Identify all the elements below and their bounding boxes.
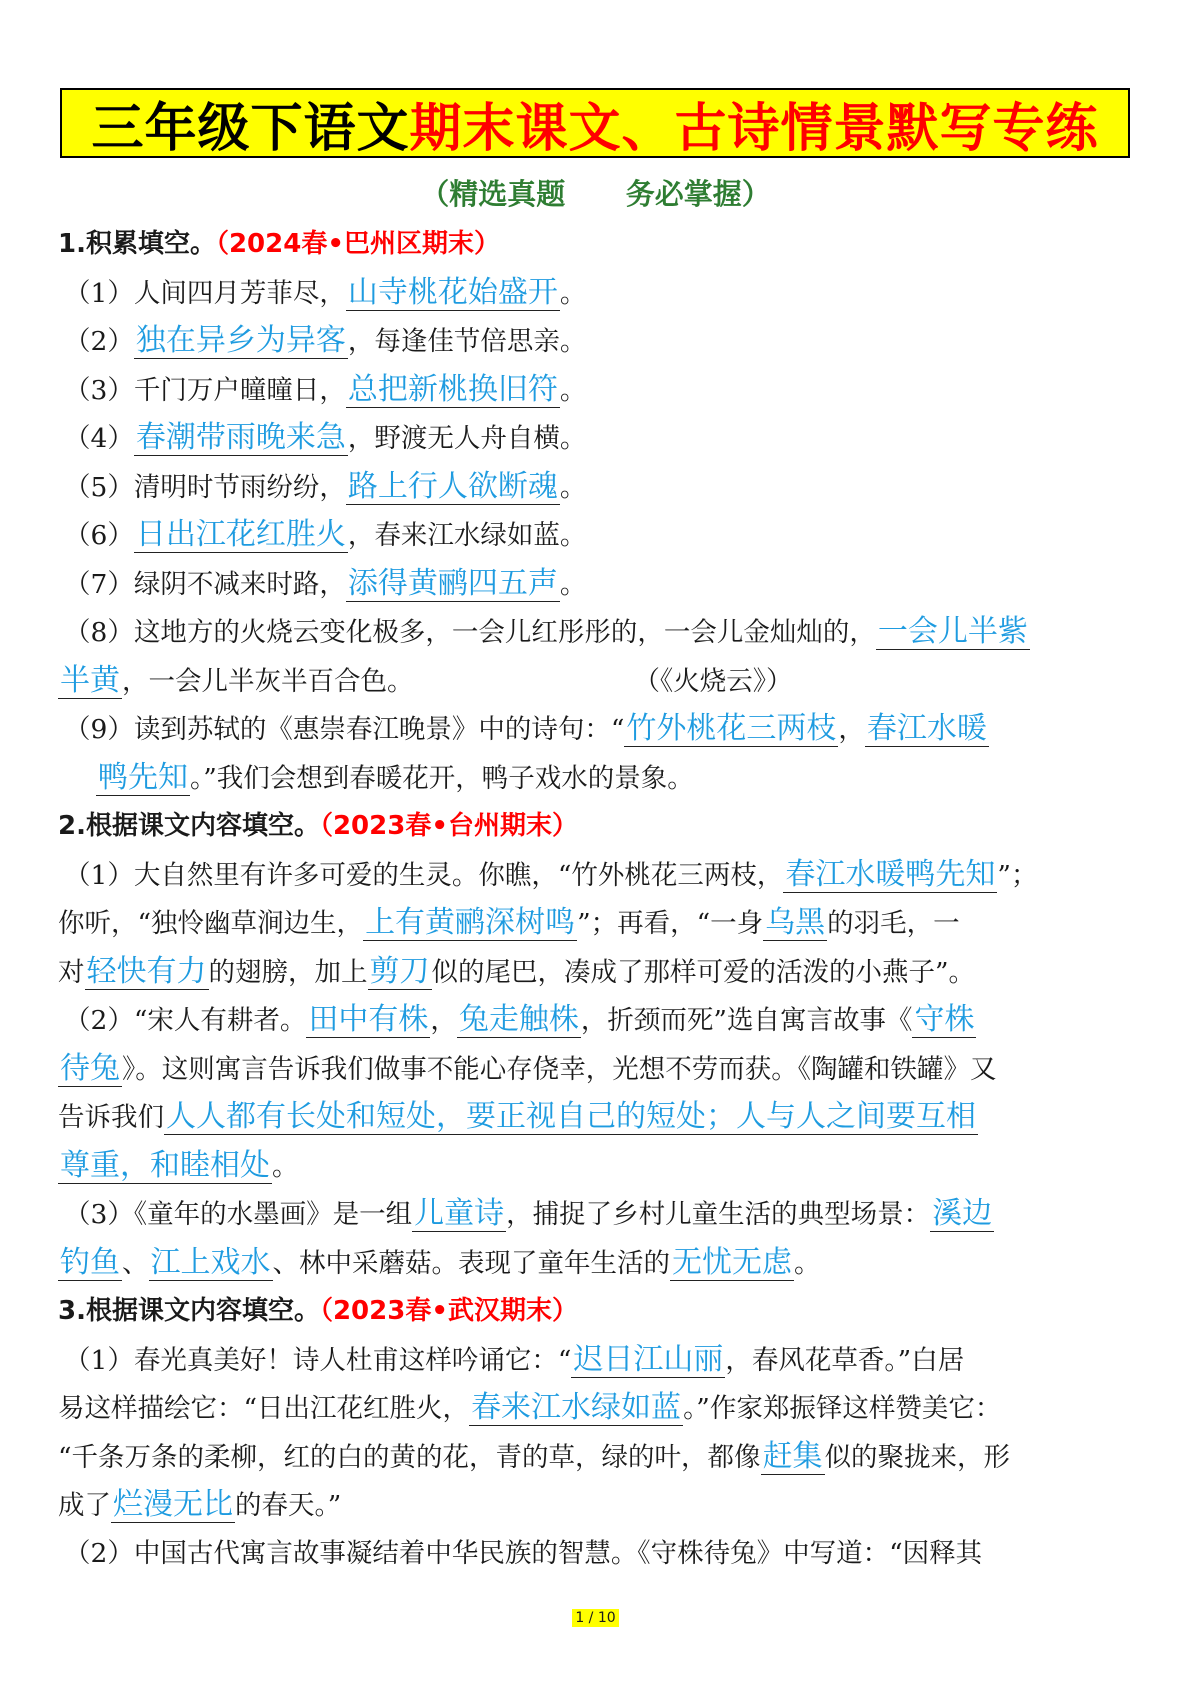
source-tag: （2023春•武汉期末） [319, 1296, 578, 1326]
exercise-line: 鸭先知。”我们会想到春暖花开，鸭子戏水的景象。 [98, 759, 694, 795]
answer-blank: 兔走触株 [458, 1002, 579, 1037]
answer-blank: 赶集 [762, 1438, 823, 1474]
answer-blank: 日出江花红胜火 [135, 517, 346, 552]
exercise-line: 对轻快有力的翅膀，加上剪刀似的尾巴，凑成了那样可爱的活泼的小燕子”。 [58, 953, 976, 989]
title-part-2: 期末课文、古诗情景默写专练 [409, 98, 1099, 159]
answer-blank: 添得黄鹂四五声 [347, 565, 558, 601]
section-heading: 2.根据课文内容填空。（2023春•台州期末） [58, 811, 578, 841]
exercise-line: （1）大自然里有许多可爱的生灵。你瞧，“竹外桃花三两枝，春江水暖鸭先知”； [64, 856, 1038, 892]
exercise-line: “千条万条的柔柳，红的白的黄的花，青的草，绿的叶，都像赶集似的聚拢来，形 [58, 1438, 1011, 1474]
answer-blank: 溪边 [932, 1196, 993, 1231]
answer-blank: 尊重，和睦相处 [60, 1147, 270, 1183]
answer-blank: 乌黑 [765, 905, 826, 940]
page-title [60, 88, 1130, 158]
answer-blank: 总把新桃换旧符 [347, 371, 558, 407]
exercise-line: 告诉我们人人都有长处和短处，要正视自己的短处；人与人之间要互相 [58, 1099, 976, 1134]
answer-blank: 竹外桃花三两枝 [626, 711, 837, 746]
exercise-line: （3）《童年的水墨画》是一组儿童诗，捕捉了乡村儿童生活的典型场景：溪边 [64, 1196, 993, 1231]
exercise-line: （9）读到苏轼的《惠崇春江晚景》中的诗句：“竹外桃花三两枝，春江水暖 [64, 711, 987, 746]
exercise-line: （4）春潮带雨晚来急，野渡无人舟自横。 [64, 420, 587, 455]
exercise-line: （2）中国古代寓言故事凝结着中华民族的智慧。《守株待兔》中写道：“因释其 [64, 1537, 983, 1569]
answer-blank: 烂漫无比 [113, 1487, 233, 1522]
exercise-content [58, 220, 1133, 1578]
answer-blank: 春江水暖鸭先知 [785, 856, 996, 892]
exercise-line: 成了烂漫无比的春天。” [58, 1487, 342, 1522]
exercise-line: （5）清明时节雨纷纷，路上行人欲断魂。 [64, 468, 587, 504]
section-heading: 1.积累填空。（2024春•巴州区期末） [58, 229, 500, 259]
exercise-line: 钓鱼、江上戏水、林中采蘑菇。表现了童年生活的无忧无虑。 [60, 1244, 821, 1280]
answer-blank: 迟日江山丽 [573, 1341, 724, 1377]
source-tag: （2024春•巴州区期末） [215, 229, 500, 259]
exercise-line: 尊重，和睦相处。 [60, 1147, 299, 1183]
exercise-line: （2）独在异乡为异客，每逢佳节倍思亲。 [64, 323, 587, 358]
exercise-line: （1）春光真美好！诗人杜甫这样吟诵它：“迟日江山丽，春风花草香。”白居 [64, 1341, 965, 1377]
title-part-1: 三年级下语文 [91, 98, 410, 159]
answer-blank: 一会儿半紫 [877, 614, 1028, 649]
answer-blank: 春潮带雨晚来急 [135, 420, 346, 455]
answer-blank: 鸭先知 [98, 759, 188, 795]
answer-blank: 轻快有力 [86, 953, 207, 989]
answer-blank: 独在异乡为异客 [135, 323, 346, 358]
answer-blank: 守株 [914, 1002, 975, 1037]
exercise-line: （6）日出江花红胜火，春来江水绿如蓝。 [64, 517, 587, 552]
answer-blank: 剪刀 [369, 953, 430, 989]
answer-blank: 春来江水绿如蓝 [471, 1390, 682, 1425]
answer-blank: 江上戏水 [150, 1244, 271, 1280]
page-subtitle: （精选真题 务必掌握） [420, 177, 771, 211]
answer-blank: 上有黄鹂深树鸣 [365, 905, 576, 940]
exercise-line: （3）千门万户曈曈日，总把新桃换旧符。 [64, 371, 587, 407]
answer-blank: 路上行人欲断魂 [347, 468, 558, 504]
exercise-line: （1）人间四月芳菲尽，山寺桃花始盛开。 [64, 274, 587, 310]
source-note: （《火烧云》） [633, 665, 793, 697]
exercise-line: （7）绿阴不减来时路，添得黄鹂四五声。 [64, 565, 587, 601]
exercise-line: （8）这地方的火烧云变化极多，一会儿红彤彤的，一会儿金灿灿的，一会儿半紫 [64, 614, 1028, 649]
exercise-line: 待兔》。这则寓言告诉我们做事不能心存侥幸，光想不劳而获。《陶罐和铁罐》又 [60, 1050, 997, 1086]
answer-blank: 半黄 [60, 662, 120, 698]
exercise-line: （2）“宋人有耕者。田中有株，兔走触株，折颈而死”选自寓言故事《守株 [64, 1002, 975, 1037]
answer-blank: 春江水暖 [866, 711, 987, 746]
answer-blank: 待兔 [60, 1050, 120, 1086]
exercise-line: 你听，“独怜幽草涧边生，上有黄鹂深树鸣”；再看，“一身乌黑的羽毛，一 [58, 905, 960, 940]
answer-blank: 山寺桃花始盛开 [347, 274, 558, 310]
section-heading: 3.根据课文内容填空。（2023春•武汉期末） [58, 1296, 578, 1326]
answer-blank: 田中有株 [308, 1002, 429, 1037]
exercise-line: 半黄，一会儿半灰半百合色。 （《火烧云》） [58, 657, 1133, 706]
page-number: 1 / 10 [0, 1610, 1191, 1626]
answer-blank: 人人都有长处和短处，要正视自己的短处；人与人之间要互相 [166, 1099, 976, 1134]
answer-blank: 无忧无虑 [672, 1244, 792, 1280]
exercise-line: 易这样描绘它：“日出江花红胜火，春来江水绿如蓝。”作家郑振铎这样赞美它： [58, 1390, 1002, 1425]
source-tag: （2023春•台州期末） [319, 811, 578, 841]
answer-blank: 钓鱼 [60, 1244, 120, 1280]
answer-blank: 儿童诗 [414, 1196, 505, 1231]
